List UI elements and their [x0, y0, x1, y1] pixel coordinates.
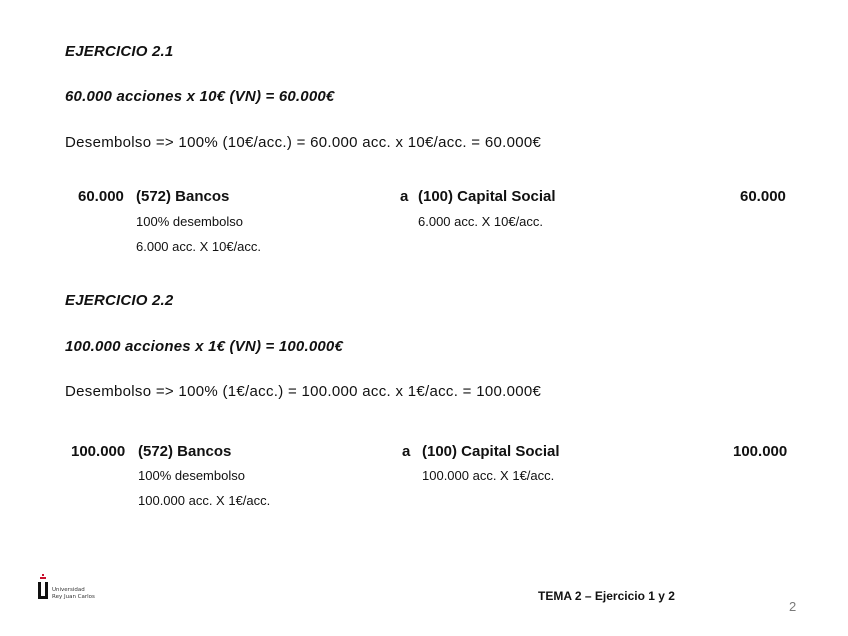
- exercise-2-subtitle: 100.000 acciones x 1€ (VN) = 100.000€: [65, 338, 344, 355]
- exercise-1-subtitle: 60.000 acciones x 10€ (VN) = 60.000€: [65, 88, 335, 105]
- exercise-2-title: EJERCICIO 2.2: [65, 292, 174, 309]
- logo-line-1: Universidad: [52, 587, 85, 593]
- exercise-1-debit-note: 6.000 acc. X 10€/acc.: [136, 239, 262, 254]
- exercise-2-credit-amount: 100.000: [733, 443, 788, 460]
- footer-label: TEMA 2 – Ejercicio 1 y 2: [538, 589, 675, 603]
- exercise-2-debit-note: 100% desembolso: [138, 468, 245, 483]
- exercise-2-credit-account: (100) Capital Social: [422, 443, 560, 460]
- exercise-2-debit-note: 100.000 acc. X 1€/acc.: [138, 493, 271, 508]
- university-crest-icon: [38, 574, 108, 604]
- exercise-2-credit-note: 100.000 acc. X 1€/acc.: [422, 468, 555, 483]
- exercise-1-debit-amount: 60.000: [78, 188, 124, 205]
- exercise-1-desembolso: Desembolso => 100% (10€/acc.) = 60.000 acc. x 10€/acc. = 60.000€: [65, 134, 542, 151]
- exercise-2-desembolso: Desembolso => 100% (1€/acc.) = 100.000 acc. x 1€/acc. = 100.000€: [65, 383, 542, 400]
- exercise-1-connector: a: [400, 188, 409, 205]
- page-number: 2: [789, 599, 797, 614]
- exercise-1-credit-amount: 60.000: [740, 188, 786, 205]
- exercise-1-debit-note: 100% desembolso: [136, 214, 243, 229]
- university-logo: [38, 574, 108, 604]
- exercise-1-credit-account: (100) Capital Social: [418, 188, 556, 205]
- exercise-1-title: EJERCICIO 2.1: [65, 43, 174, 60]
- exercise-2-debit-account: (572) Bancos: [138, 443, 232, 460]
- exercise-1-credit-note: 6.000 acc. X 10€/acc.: [418, 214, 544, 229]
- exercise-2-connector: a: [402, 443, 411, 460]
- exercise-1-debit-account: (572) Bancos: [136, 188, 230, 205]
- exercise-2-debit-amount: 100.000: [71, 443, 126, 460]
- logo-line-2: Rey Juan Carlos: [52, 594, 95, 600]
